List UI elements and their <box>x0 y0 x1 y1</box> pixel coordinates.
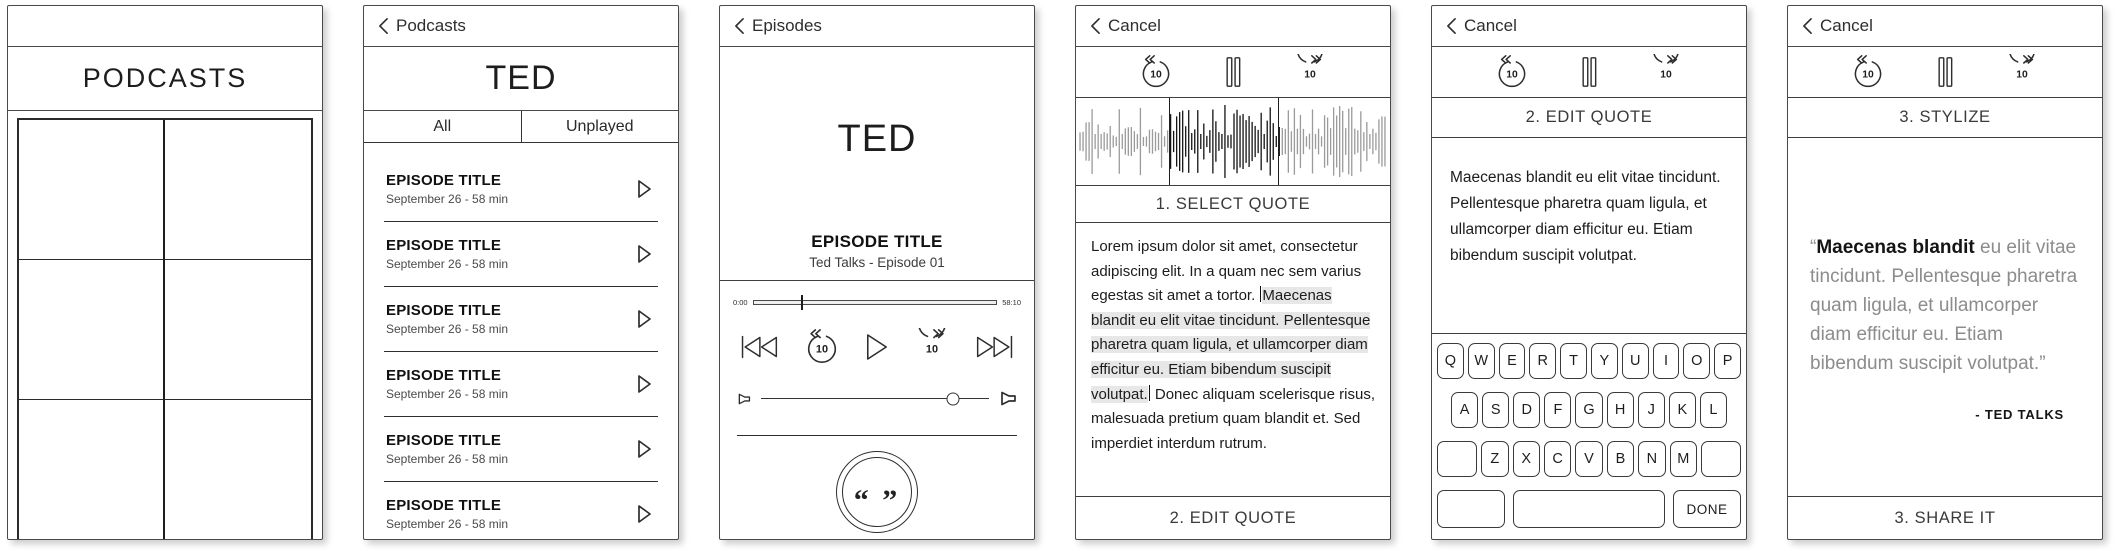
key-t[interactable]: T <box>1560 343 1587 379</box>
pause-icon[interactable] <box>1930 55 1960 89</box>
episode-info <box>386 432 508 466</box>
key-c[interactable]: C <box>1544 441 1571 477</box>
episode-info <box>386 497 508 531</box>
next-step-button[interactable]: 2. EDIT QUOTE <box>1076 496 1390 539</box>
key-n[interactable]: N <box>1638 441 1665 477</box>
key-u[interactable]: U <box>1622 343 1649 379</box>
pause-icon[interactable] <box>1218 55 1248 89</box>
selection-caret-end[interactable] <box>1149 385 1150 401</box>
svg-text:10: 10 <box>815 343 829 356</box>
key-shift[interactable] <box>1437 441 1477 477</box>
episode-row[interactable] <box>364 482 678 539</box>
episode-title: EPISODE TITLE <box>386 302 502 319</box>
episode-meta: September 26 - 58 min <box>386 257 509 271</box>
episode-info <box>386 172 508 206</box>
episode-title: EPISODE TITLE <box>386 497 502 514</box>
quote-button-ring <box>842 457 912 527</box>
key-g[interactable]: G <box>1575 392 1602 428</box>
section-divider <box>737 435 1017 436</box>
tab-all[interactable]: All <box>433 117 452 135</box>
svg-text:10: 10 <box>2016 69 2028 81</box>
podcast-tile[interactable] <box>19 260 165 400</box>
play-icon[interactable] <box>637 309 652 329</box>
key-z[interactable]: Z <box>1481 441 1508 477</box>
mini-transport-bar <box>1788 47 2102 98</box>
rewind-10-icon[interactable] <box>803 328 841 366</box>
share-button[interactable]: 3. SHARE IT <box>1788 496 2102 539</box>
keyboard-row-3 <box>1437 441 1741 477</box>
back-chevron-icon[interactable] <box>1446 17 1457 35</box>
episodes-navbar <box>364 6 678 47</box>
episode-info <box>386 237 508 271</box>
stylize-navbar <box>1788 6 2102 47</box>
key-b[interactable]: B <box>1607 441 1634 477</box>
select-quote-navbar <box>1076 6 1390 47</box>
key-i[interactable]: I <box>1653 343 1680 379</box>
styled-quote[interactable] <box>1788 138 2102 496</box>
progress-tick[interactable] <box>801 295 803 310</box>
key-o[interactable]: O <box>1683 343 1710 379</box>
screen-episode-list <box>363 5 679 540</box>
episode-row[interactable] <box>364 352 678 416</box>
episode-row[interactable] <box>364 417 678 481</box>
key-h[interactable]: H <box>1607 392 1634 428</box>
back-button[interactable]: Podcasts <box>396 16 466 35</box>
episode-meta: September 26 - 58 min <box>386 322 509 336</box>
episode-title: EPISODE TITLE <box>386 172 502 189</box>
episode-info <box>386 302 508 336</box>
key-r[interactable]: R <box>1529 343 1556 379</box>
play-icon[interactable] <box>637 504 652 524</box>
episode-artwork <box>720 47 1034 281</box>
volume-slider[interactable] <box>761 398 989 400</box>
screen-player <box>719 5 1035 540</box>
screen-stylize <box>1787 5 2103 540</box>
play-icon[interactable] <box>637 179 652 199</box>
episode-title: EPISODE TITLE <box>386 367 502 384</box>
mini-transport-bar <box>1076 47 1390 98</box>
key-k[interactable]: K <box>1669 392 1696 428</box>
episode-filter-tabs <box>364 111 678 143</box>
play-icon[interactable] <box>637 374 652 394</box>
play-icon[interactable] <box>637 439 652 459</box>
now-playing-title: EPISODE TITLE <box>811 232 943 251</box>
audio-waveform[interactable] <box>1076 98 1390 186</box>
transcript-text[interactable] <box>1076 223 1390 496</box>
forward-10-icon[interactable] <box>2004 54 2040 90</box>
quote-bold-text: Maecenas blandit <box>1816 237 1975 258</box>
podcast-tile[interactable] <box>165 260 311 400</box>
episode-row[interactable] <box>364 222 678 286</box>
svg-text:10: 10 <box>1862 69 1874 81</box>
key-q[interactable]: Q <box>1437 343 1464 379</box>
cancel-button[interactable]: Cancel <box>1820 16 1873 35</box>
keyboard-row-4 <box>1437 490 1741 528</box>
step-header: 1. SELECT QUOTE <box>1076 186 1390 223</box>
step-header: 2. EDIT QUOTE <box>1432 98 1746 138</box>
episode-meta: September 26 - 58 min <box>386 387 509 401</box>
podcast-tile[interactable] <box>165 400 311 540</box>
svg-text:10: 10 <box>1660 69 1672 81</box>
play-icon[interactable] <box>865 333 889 361</box>
back-chevron-icon[interactable] <box>1802 17 1813 35</box>
now-playing-subtitle: Ted Talks - Episode 01 <box>809 255 945 270</box>
library-title: PODCASTS <box>8 47 322 111</box>
episode-info <box>386 367 508 401</box>
progress-bar[interactable] <box>753 300 998 305</box>
rewind-10-icon[interactable] <box>1138 54 1174 90</box>
svg-text:10: 10 <box>925 343 939 356</box>
library-navbar <box>8 6 322 47</box>
rewind-10-icon[interactable] <box>1850 54 1886 90</box>
progress-row <box>733 298 1021 307</box>
show-title: TED <box>364 47 678 111</box>
forward-10-icon[interactable] <box>1648 54 1684 90</box>
volume-low-icon <box>737 393 751 405</box>
episode-row[interactable] <box>364 287 678 351</box>
keyboard-row-2 <box>1451 392 1727 428</box>
edit-quote-navbar <box>1432 6 1746 47</box>
open-quote-mark: “ <box>1810 237 1817 258</box>
keyboard <box>1432 333 1746 539</box>
back-chevron-icon[interactable] <box>378 17 389 35</box>
key-y[interactable]: Y <box>1591 343 1618 379</box>
episode-meta: September 26 - 58 min <box>386 452 509 466</box>
key-done[interactable]: DONE <box>1673 490 1741 528</box>
episode-title: EPISODE TITLE <box>386 237 502 254</box>
podcast-tile[interactable] <box>19 400 165 540</box>
previous-track-icon[interactable] <box>739 334 779 360</box>
transcript-after: Donec aliquam scelerisque risus, malesuada pretium quam blandit et. Sed imperdiet interdum rutrum. <box>1091 385 1375 452</box>
play-icon[interactable] <box>637 244 652 264</box>
key-l[interactable]: L <box>1700 392 1727 428</box>
quote-attribution: - TED TALKS <box>1975 407 2064 422</box>
key-j[interactable]: J <box>1638 392 1665 428</box>
key-d[interactable]: D <box>1513 392 1540 428</box>
transcript-before: Lorem ipsum dolor sit amet, consectetur adipiscing elit. In a quam nec sem varius egestas sit amet a tortor. <box>1091 238 1362 305</box>
back-button[interactable]: Episodes <box>752 16 822 35</box>
screen-podcast-library <box>7 5 323 540</box>
time-total: 58:10 <box>1002 298 1021 307</box>
forward-10-icon[interactable] <box>1292 54 1328 90</box>
key-backspace[interactable] <box>1701 441 1741 477</box>
screen-select-quote <box>1075 5 1391 540</box>
episode-title: EPISODE TITLE <box>386 432 502 449</box>
key-e[interactable]: E <box>1499 343 1526 379</box>
podcast-grid <box>17 118 313 540</box>
back-chevron-icon[interactable] <box>1090 17 1101 35</box>
episode-list <box>364 143 678 539</box>
volume-high-icon <box>999 391 1017 406</box>
podcast-tile[interactable] <box>19 120 165 260</box>
transport-controls <box>720 328 1034 366</box>
pause-icon[interactable] <box>1574 55 1604 89</box>
episode-row[interactable] <box>364 157 678 221</box>
waveform-selection[interactable] <box>1169 98 1280 185</box>
tab-unplayed[interactable]: Unplayed <box>521 111 679 142</box>
svg-text:10: 10 <box>1150 69 1162 81</box>
volume-knob[interactable] <box>946 392 959 405</box>
screen-edit-quote <box>1431 5 1747 540</box>
key-space[interactable] <box>1513 490 1665 528</box>
transcript-selected[interactable]: Maecenas blandit eu elit vitae tincidunt. Pellentesque pharetra quam ligula, et ullamcorper diam efficitur eu. Etiam bibendum suscipit volutpat. <box>1091 287 1371 403</box>
key-f[interactable]: F <box>1544 392 1571 428</box>
svg-text:10: 10 <box>1506 69 1518 81</box>
key-a[interactable]: A <box>1451 392 1478 428</box>
episode-meta: September 26 - 58 min <box>386 517 509 531</box>
key-w[interactable]: W <box>1468 343 1495 379</box>
player-controls-area <box>720 281 1034 539</box>
key-s[interactable]: S <box>1482 392 1509 428</box>
step-header: 3. STYLIZE <box>1788 98 2102 138</box>
quote-rest-text: eu elit vitae tincidunt. Pellentesque pharetra quam ligula, et ullamcorper diam efficitur eu. Etiam bibendum suscipit volutpat.” <box>1810 237 2078 374</box>
mini-transport-bar <box>1432 47 1746 98</box>
quotation-marks-icon: “ ” <box>853 484 901 517</box>
artwork-text: TED <box>837 118 917 160</box>
key-p[interactable]: P <box>1714 343 1741 379</box>
volume-row <box>737 391 1017 406</box>
rewind-10-icon[interactable] <box>1494 54 1530 90</box>
cancel-button[interactable]: Cancel <box>1108 16 1161 35</box>
svg-text:10: 10 <box>1304 69 1316 81</box>
key-x[interactable]: X <box>1513 441 1540 477</box>
quote-text-editor[interactable]: Maecenas blandit eu elit vitae tincidunt. Pellentesque pharetra quam ligula, et ullamcorper diam efficitur eu. Etiam bibendum suscipit volutpat. <box>1450 169 1721 264</box>
cancel-button[interactable]: Cancel <box>1464 16 1517 35</box>
key-v[interactable]: V <box>1575 441 1602 477</box>
forward-10-icon[interactable] <box>913 328 951 366</box>
player-navbar <box>720 6 1034 47</box>
podcast-tile[interactable] <box>165 120 311 260</box>
back-chevron-icon[interactable] <box>734 17 745 35</box>
key-mode[interactable] <box>1437 490 1505 528</box>
create-quote-button[interactable] <box>836 451 918 533</box>
next-track-icon[interactable] <box>975 334 1015 360</box>
episode-meta: September 26 - 58 min <box>386 192 509 206</box>
key-m[interactable]: M <box>1670 441 1697 477</box>
keyboard-row-1 <box>1437 343 1741 379</box>
time-elapsed: 0:00 <box>733 298 748 307</box>
